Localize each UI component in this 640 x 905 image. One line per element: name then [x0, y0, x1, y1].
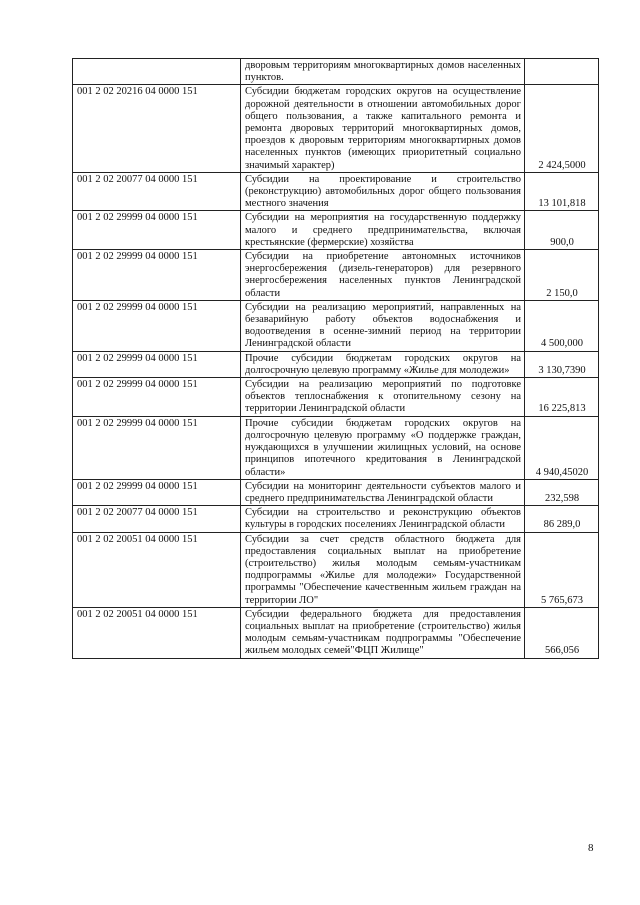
- amount-cell: 4 940,45020: [525, 416, 599, 479]
- table-row: [73, 250, 599, 301]
- table-row: [73, 172, 599, 211]
- budget-code-cell: 001 2 02 29999 04 0000 151: [73, 416, 241, 479]
- page-number: 8: [588, 842, 594, 854]
- description-cell: Субсидии на проектирование и строительство (реконструкцию) автомобильных дорог общего пользования местного значения: [241, 172, 525, 211]
- revenue-table-body: [73, 59, 599, 659]
- amount-cell: 13 101,818: [525, 172, 599, 211]
- amount-cell: 3 130,7390: [525, 351, 599, 377]
- budget-code-cell: 001 2 02 29999 04 0000 151: [73, 378, 241, 417]
- amount-cell: [525, 59, 599, 85]
- amount-cell: 2 424,5000: [525, 85, 599, 172]
- amount-cell: 232,598: [525, 479, 599, 505]
- table-row: [73, 85, 599, 172]
- description-cell: Субсидии бюджетам городских округов на осуществление дорожной деятельности в отношении автомобильных дорог общего пользования, а также капитального ремонта и ремонта дворовых территорий многоквартирных домов, проездов к дворовым территориям многоквартирных домов населенных пунктов (имеющих приоритетный социально значимый характер): [241, 85, 525, 172]
- amount-cell: 86 289,0: [525, 506, 599, 532]
- table-row: [73, 532, 599, 607]
- budget-code-cell: 001 2 02 20216 04 0000 151: [73, 85, 241, 172]
- table-row: [73, 506, 599, 532]
- budget-code-cell: 001 2 02 29999 04 0000 151: [73, 351, 241, 377]
- description-cell: Прочие субсидии бюджетам городских округов на долгосрочную целевую программу «Жилье для молодежи»: [241, 351, 525, 377]
- table-row: [73, 607, 599, 658]
- amount-cell: 5 765,673: [525, 532, 599, 607]
- amount-cell: 2 150,0: [525, 250, 599, 301]
- table-row: [73, 351, 599, 377]
- description-cell: дворовым территориям многоквартирных домов населенных пунктов.: [241, 59, 525, 85]
- budget-code-cell: 001 2 02 20077 04 0000 151: [73, 172, 241, 211]
- budget-code-cell: [73, 59, 241, 85]
- description-cell: Субсидии на мероприятия на государственную поддержку малого и среднего предпринимательства, включая крестьянские (фермерские) хозяйства: [241, 211, 525, 250]
- description-cell: Прочие субсидии бюджетам городских округов на долгосрочную целевую программу «О поддержке граждан, нуждающихся в улучшении жилищных условий, на основе принципов ипотечного кредитования в Ленинградской области»: [241, 416, 525, 479]
- table-row: [73, 479, 599, 505]
- table-row: [73, 211, 599, 250]
- budget-code-cell: 001 2 02 29999 04 0000 151: [73, 211, 241, 250]
- description-cell: Субсидии на реализацию мероприятий по подготовке объектов теплоснабжения к отопительному сезону на территории Ленинградской области: [241, 378, 525, 417]
- description-cell: Субсидии на мониторинг деятельности субъектов малого и среднего предпринимательства Ленинградской области: [241, 479, 525, 505]
- amount-cell: 16 225,813: [525, 378, 599, 417]
- description-cell: Субсидии на строительство и реконструкцию объектов культуры в городских поселениях Ленинградской области: [241, 506, 525, 532]
- description-cell: Субсидии за счет средств областного бюджета для предоставления социальных выплат на приобретение (строительство) жилья молодым семьям-участникам подпрограммы «Жилье для молодежи» Государственной программы "Обеспечение качественным жильем граждан на территории ЛО": [241, 532, 525, 607]
- budget-code-cell: 001 2 02 20051 04 0000 151: [73, 532, 241, 607]
- budget-code-cell: 001 2 02 29999 04 0000 151: [73, 300, 241, 351]
- table-row: [73, 59, 599, 85]
- revenue-table: [72, 58, 599, 659]
- budget-code-cell: 001 2 02 20077 04 0000 151: [73, 506, 241, 532]
- table-row: [73, 416, 599, 479]
- budget-code-cell: 001 2 02 29999 04 0000 151: [73, 479, 241, 505]
- budget-code-cell: 001 2 02 20051 04 0000 151: [73, 607, 241, 658]
- description-cell: Субсидии на реализацию мероприятий, направленных на безаварийную работу объектов водоснабжения и водоотведения в осенне-зимний период на территории Ленинградской области: [241, 300, 525, 351]
- table-row: [73, 378, 599, 417]
- description-cell: Субсидии федерального бюджета для предоставления социальных выплат на приобретение (строительство) жилья молодым семьям-участникам подпрограммы "Обеспечение жильем молодых семей"ФЦП Жилище": [241, 607, 525, 658]
- budget-code-cell: 001 2 02 29999 04 0000 151: [73, 250, 241, 301]
- amount-cell: 4 500,000: [525, 300, 599, 351]
- amount-cell: 566,056: [525, 607, 599, 658]
- table-row: [73, 300, 599, 351]
- amount-cell: 900,0: [525, 211, 599, 250]
- description-cell: Субсидии на приобретение автономных источников энергосбережения (дизель-генераторов) для резервного энергосбережения населенных пунктов Ленинградской области: [241, 250, 525, 301]
